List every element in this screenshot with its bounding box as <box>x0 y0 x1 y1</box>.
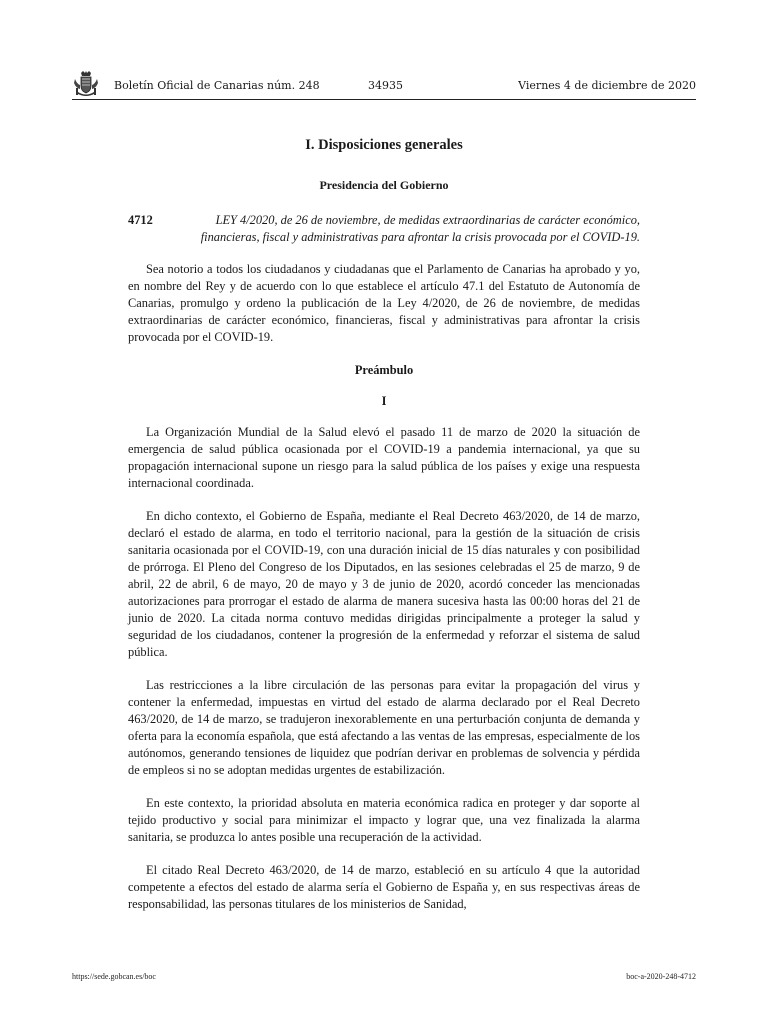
body-paragraph: En dicho contexto, el Gobierno de España, mediante el Real Decreto 463/2020, de 14 de marzo, declaró el estado de alarma, en todo el territorio nacional, para la gestión de la situación de crisis sanitaria ocasionada por el COVID-19, con una duración inicial de 15 días naturales y con posibilidad de prórroga. El Pleno del Congreso de los Diputados, en las sesiones celebradas el 25 de marzo, 9 de abril, 22 de abril, 6 de mayo, 20 de mayo y 3 de junio de 2020, acordó conceder las mencionadas autorizaciones para prorrogar el estado de alarma de manera sucesiva hasta las 00:00 horas del 21 de junio de 2020. La citada norma contuvo medidas dirigidas principalmente a proteger la salud y seguridad de los ciudadanos, contener la progresión de la enfermedad y reforzar el sistema de salud pública. <box>128 509 640 659</box>
footer-url[interactable]: https://sede.gobcan.es/boc <box>72 972 156 981</box>
preamble-heading: Preámbulo <box>354 363 414 377</box>
intro-paragraph: Sea notorio a todos los ciudadanos y ciudadanas que el Parlamento de Canarias ha aprobado y yo, en nombre del Rey y de acuerdo con lo que establece el artículo 47.1 del Estatuto de Autonomía de Canarias, promulgo y ordeno la publicación de la Ley 4/2020, de 26 de noviembre, de medidas extraordinarias de carácter económico, financieras, fiscal y administrativas para afrontar la crisis provocada por el COVID-19. <box>128 262 640 344</box>
bulletin-name: Boletín Oficial de Canarias núm. 248 <box>114 79 320 92</box>
law-number: 4712 <box>128 213 153 227</box>
roman-numeral-heading: I <box>381 394 387 408</box>
header-divider <box>72 99 696 100</box>
body-paragraph: La Organización Mundial de la Salud elevó el pasado 11 de marzo de 2020 la situación de emergencia de salud pública ocasionada por el COVID-19 a pandemia internacional, ya que su propagación internacional supone un riesgo para la salud pública de los países y exige una respuesta internacional coordinada. <box>128 425 640 490</box>
publication-date: Viernes 4 de diciembre de 2020 <box>518 79 696 92</box>
footer-document-code: boc-a-2020-248-4712 <box>626 972 696 981</box>
page-header <box>72 70 696 98</box>
law-title: LEY 4/2020, de 26 de noviembre, de medidas extraordinarias de carácter económico, financieras, fiscal y administrativas para afrontar la crisis provocada por el COVID-19. <box>200 213 640 244</box>
body-paragraph: El citado Real Decreto 463/2020, de 14 de marzo, estableció en su artículo 4 que la autoridad competente a efectos del estado de alarma sería el Gobierno de España y, en sus respectivas áreas de responsabilidad, las personas titulares de los ministerios de Sanidad, <box>128 863 640 911</box>
law-heading <box>128 212 640 246</box>
document-body <box>128 134 640 929</box>
body-paragraph: En este contexto, la prioridad absoluta en materia económica radica en proteger y dar soporte al tejido productivo y social para minimizar el impacto y lograr que, una vez finalizada la alarma sanitaria, se produzca lo antes posible una recuperación de la actividad. <box>128 796 640 844</box>
section-title: I. Disposiciones generales <box>305 137 463 153</box>
page-number: 34935 <box>368 79 403 92</box>
body-paragraph: Las restricciones a la libre circulación de las personas para evitar la propagación del virus y contener la enfermedad, impuestas en virtud del estado de alarma declarado por el Real Decreto 463/2020, de 14 de marzo, se tradujeron inexorablemente en una perturbación conjunta de demanda y oferta para la economía española, que está afectando a las ventas de las empresas, especialmente de los autónomos, generando tensiones de liquidez que podrían derivar en problemas de solvencia y pérdida de empleos si no se adoptan medidas urgentes de estabilización. <box>128 678 640 777</box>
coat-of-arms-icon <box>72 70 100 98</box>
department-heading: Presidencia del Gobierno <box>319 178 449 192</box>
